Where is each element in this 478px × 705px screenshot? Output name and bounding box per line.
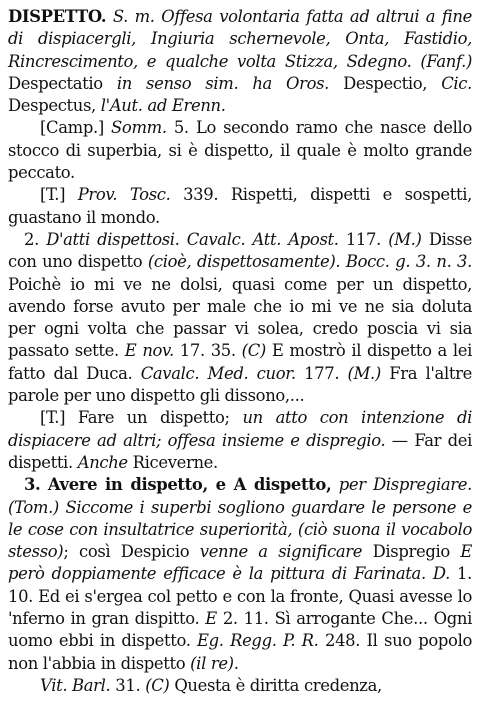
quotation-text: Poichè io mi ve ne dolsi, quasi come per un dispetto, avendo forse avuto per male che io mi ve ne sia doluta per ogni volta che passar vi solea, credo poscia vi sia passato sette. xyxy=(8,274,472,361)
ref-number: 1. 10. xyxy=(8,564,472,606)
citation: l'Aut. ad Erenn. xyxy=(100,96,226,116)
definition-text: un atto con intenzione di dispiacere ad altri; offesa insieme e dispregio. xyxy=(8,408,472,450)
editor-tag: [T.] xyxy=(40,408,66,428)
ref-number: 3. n. 3. xyxy=(415,252,472,272)
note: Anche xyxy=(77,452,128,472)
source-tag: (Fanf.) xyxy=(420,51,472,71)
source-ref: D. xyxy=(432,564,450,584)
source-ref: Eg. Regg. P. R. xyxy=(197,631,319,651)
ref-number: 339. xyxy=(183,185,219,205)
gloss: (cioè, dispettosamente). xyxy=(147,252,341,272)
phrase: Far dei dispetti. xyxy=(8,430,472,472)
headword: DISPETTO. xyxy=(8,7,107,26)
quotation-text: Questa è diritta credenza, xyxy=(174,675,382,695)
quotation-text: Il suo popolo non l'abbia in dispetto xyxy=(8,631,472,673)
source-tag: (M.) xyxy=(347,363,381,383)
commentary-text: Siccome i superbi sogliono guardare le persone e le cose con insultatrice superiorità, xyxy=(8,497,472,539)
ref-number: 31. xyxy=(115,675,141,695)
phrase: Fare un dispetto; xyxy=(77,408,230,428)
sense-number: 2. xyxy=(24,229,39,249)
quotation-paragraph xyxy=(8,117,472,184)
latin-equivalent: Despectio, xyxy=(343,73,428,93)
quotation-text: Lo secondo ramo che nasce dello stocco di superbia, si è dispetto, il quale è molto grande peccato. xyxy=(8,118,472,183)
phrase: Riceverne. xyxy=(132,452,218,472)
ref-number: 117. xyxy=(345,229,381,249)
latin-equivalent: Despectus, xyxy=(8,96,96,116)
source-ref: Somm. xyxy=(111,118,167,138)
citation: Cic. xyxy=(441,73,472,93)
source-tag: (C) xyxy=(241,341,266,361)
note: in senso sim. ha Oros. xyxy=(116,73,330,93)
dash: — xyxy=(391,430,408,450)
grammar-tag: S. m. xyxy=(112,7,155,26)
editor-tag: [Camp.] xyxy=(40,118,104,138)
ref-number: 17. 35. xyxy=(179,341,236,361)
commentary-text: ; così Despicio xyxy=(63,542,190,562)
sense-paragraph xyxy=(8,229,472,407)
ref-number: 5. xyxy=(173,118,189,138)
quotation-text: Rispetti, dispetti e sospetti, guastano il mondo. xyxy=(8,185,472,227)
dictionary-entry xyxy=(8,6,472,697)
ref-number: 248. xyxy=(324,631,361,651)
source-ref: Bocc. g. xyxy=(345,252,411,272)
commentary-text: venne a significare xyxy=(199,542,363,562)
source-tag: (C) xyxy=(145,675,170,695)
ref-number: 2. 11. xyxy=(222,609,269,629)
definition-text: Offesa volontaria fatta ad altrui a fine di dispiacergli, Ingiuria schernevole, Onta, Fastidio, Rincrescimento, e qualche volta Stizza, Sdegno. xyxy=(8,7,472,71)
source-tag: (M.) xyxy=(388,229,422,249)
commentary-text: (ciò suona il vocabolo stesso) xyxy=(8,519,472,562)
editor-tag: [T.] xyxy=(40,185,66,205)
quotation-text: Sì arrogante Che... Ogni uomo ebbi in dispetto. xyxy=(8,609,472,651)
sense-label: per Dispregiare. xyxy=(338,475,472,495)
quotation-text: Disse con uno dispetto xyxy=(8,229,472,272)
commentary-text: Dispregio xyxy=(372,542,450,562)
source-ref: Cavalc. Att. Apost. xyxy=(186,229,339,249)
commentary-text: E però doppiamente efficace è la pittura di Farinata. xyxy=(8,542,472,584)
sense-number: 3. xyxy=(24,475,41,495)
quotation-paragraph xyxy=(8,407,472,474)
gloss: (il re). xyxy=(190,653,239,673)
sense-label: D'atti dispettosi. xyxy=(46,229,180,249)
definition-paragraph xyxy=(8,6,472,117)
quotation-paragraph xyxy=(8,184,472,229)
source-ref: Cavalc. Med. cuor. xyxy=(140,363,296,383)
quotation-text: Ed ei s'ergea col petto e con la fronte, Quasi avesse lo 'nferno in gran dispitto. xyxy=(8,586,472,629)
quotation-text: E mostrò il dispetto a lei fatto dal Duca. xyxy=(8,341,472,383)
source-ref: E nov. xyxy=(124,341,174,361)
source-tag: (Tom.) xyxy=(8,497,59,517)
ref-number: 177. xyxy=(304,363,340,383)
source-ref: E xyxy=(205,609,217,629)
quotation-text: Fra l'altre parole per uno dispetto gli dissono,... xyxy=(8,363,472,406)
source-ref: Vit. Barl. xyxy=(40,675,111,695)
latin-equivalent: Despectatio xyxy=(8,73,103,93)
source-ref: Prov. Tosc. xyxy=(77,185,171,205)
sense-paragraph xyxy=(8,474,472,675)
quotation-paragraph xyxy=(8,675,472,697)
sense-phrase: Avere in dispetto, e A dispetto, xyxy=(47,475,332,495)
